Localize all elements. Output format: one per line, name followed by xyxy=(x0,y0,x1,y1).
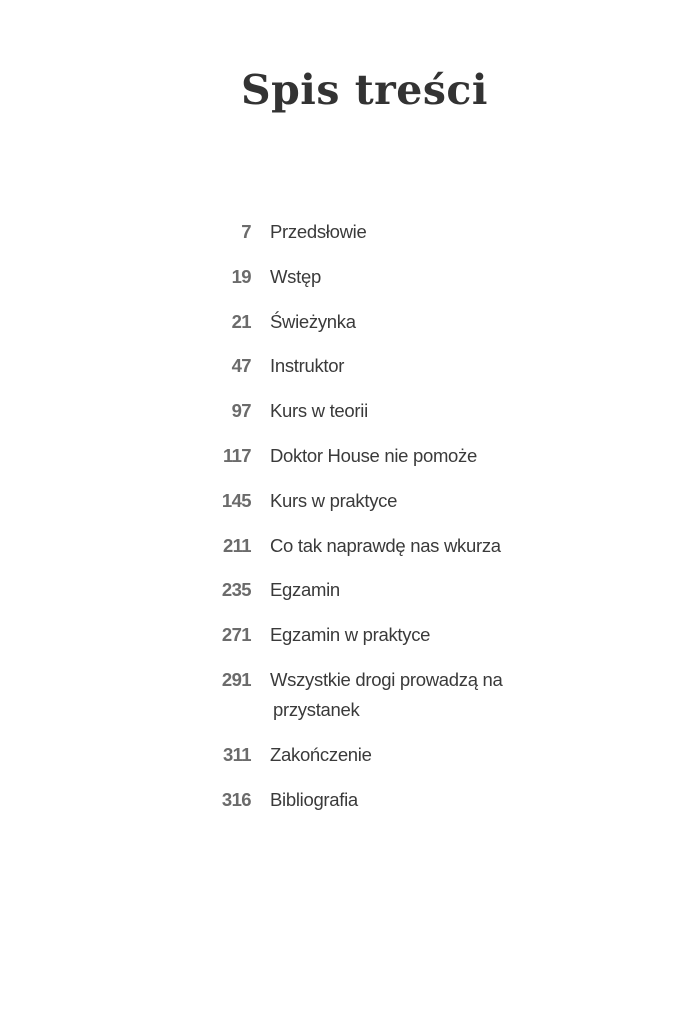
toc-entry-title: Doktor House nie pomoże xyxy=(270,444,477,466)
toc-page-number: 311 xyxy=(222,743,251,765)
toc-entry-title xyxy=(251,665,503,725)
toc-entry-theory-course xyxy=(200,396,560,426)
toc-page-number: 117 xyxy=(222,444,251,466)
toc-entry-all-roads xyxy=(200,665,560,725)
toc-page-number: 47 xyxy=(231,355,251,377)
table-of-contents xyxy=(200,217,560,829)
toc-page-number: 235 xyxy=(221,579,251,601)
toc-entry-introduction xyxy=(200,262,560,292)
toc-entry-bibliography xyxy=(200,785,560,815)
toc-page-number: 291 xyxy=(221,668,251,690)
toc-entry-title: Egzamin w praktyce xyxy=(270,624,431,646)
toc-entry-title: Co tak naprawdę nas wkurza xyxy=(270,534,501,556)
toc-entry-title: Egzamin xyxy=(270,579,340,601)
toc-entry-title: Bibliografia xyxy=(270,788,358,810)
toc-page-number: 21 xyxy=(231,310,251,332)
page-title: Spis treści xyxy=(241,66,488,114)
toc-page-number: 97 xyxy=(231,400,251,422)
toc-entry-doctor-house xyxy=(200,441,560,471)
toc-entry-title-line1: Wszystkie drogi prowadzą na xyxy=(270,668,503,690)
toc-entry-preface xyxy=(200,217,560,247)
toc-entry-rookie xyxy=(200,307,560,337)
toc-entry-instructor xyxy=(200,351,560,381)
toc-page-number: 145 xyxy=(221,489,251,511)
toc-entry-title: Zakończenie xyxy=(270,743,372,765)
toc-page-number: 19 xyxy=(231,265,251,287)
toc-entry-practice-course xyxy=(200,486,560,516)
toc-entry-what-annoys-us xyxy=(200,531,560,561)
toc-entry-title: Kurs w teorii xyxy=(270,400,368,422)
toc-page-number: 7 xyxy=(241,221,251,242)
toc-entry-title: Instruktor xyxy=(270,355,345,377)
toc-entry-title-line2: przystanek xyxy=(273,698,360,720)
toc-entry-title: Przedsłowie xyxy=(270,221,367,242)
toc-page-number: 316 xyxy=(221,788,251,810)
toc-entry-title: Świeżynka xyxy=(270,310,356,332)
toc-page-number: 211 xyxy=(222,534,251,556)
toc-page-number: 271 xyxy=(221,624,251,646)
toc-entry-ending xyxy=(200,740,560,770)
toc-entry-title: Wstęp xyxy=(270,265,321,287)
toc-entry-exam xyxy=(200,575,560,605)
toc-entry-exam-practice xyxy=(200,620,560,650)
toc-entry-title: Kurs w praktyce xyxy=(270,489,398,511)
